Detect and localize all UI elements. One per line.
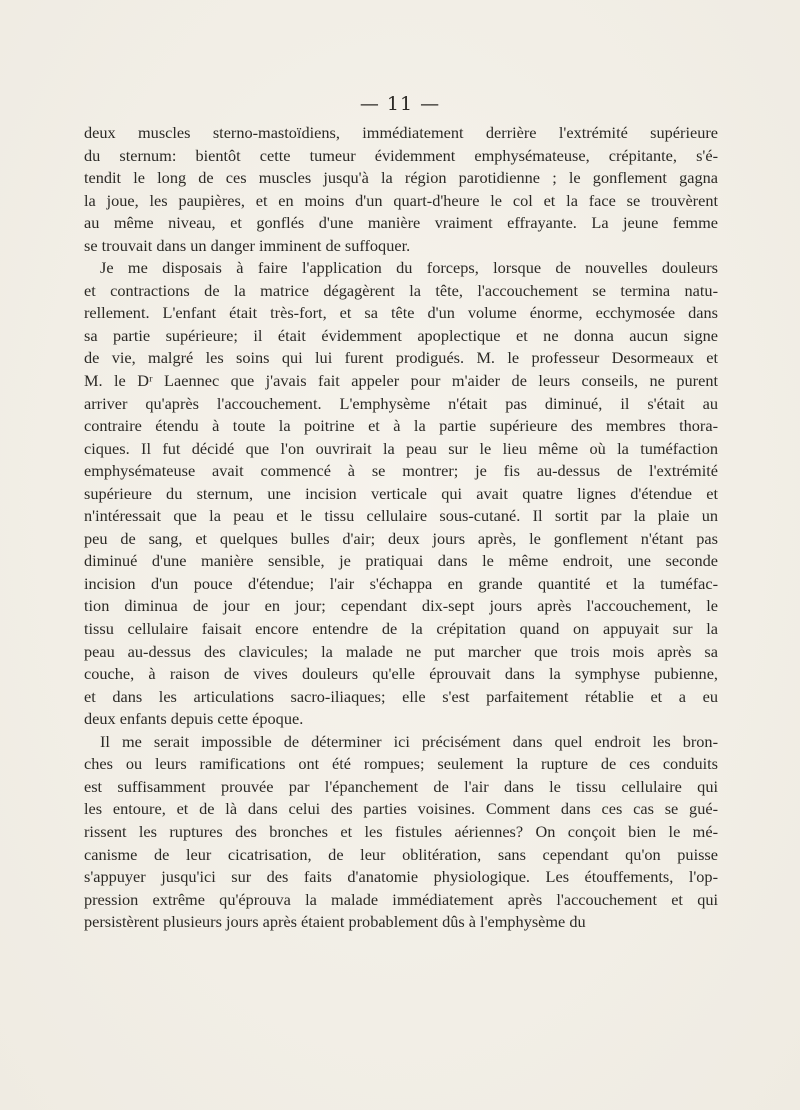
text-line: diminué d'une manière sensible, je pratiquai dans le même endroit, une seconde	[84, 551, 718, 571]
text-line: rellement. L'enfant était très-fort, et sa tête d'un volume énorme, ecchymosée dans	[84, 303, 718, 323]
body-text	[84, 122, 718, 934]
text-line: n'intéressait que la peau et le tissu cellulaire sous-cutané. Il sortit par la plaie un	[84, 506, 718, 526]
text-line: tion diminua de jour en jour; cependant dix-sept jours après l'accouchement, le	[84, 596, 718, 616]
text-line: deux enfants depuis cette époque.	[84, 709, 304, 729]
text-line: de vie, malgré les soins qui lui furent prodigués. M. le professeur Desormeaux et	[84, 348, 718, 368]
text-line: rissent les ruptures des bronches et les fistules aériennes? On conçoit bien le mé-	[84, 821, 718, 841]
text-line: tissu cellulaire faisait encore entendre de la crépitation quand on appuyait sur la	[84, 619, 718, 639]
text-line: peau au-dessus des clavicules; la malade ne put marcher que trois mois après sa	[84, 641, 718, 661]
text-line: les entoure, et de là dans celui des parties voisines. Comment dans ces cas se gué-	[84, 799, 718, 819]
text-line: arriver qu'après l'accouchement. L'emphysème n'était pas diminué, il s'était au	[84, 393, 718, 413]
text-line: persistèrent plusieurs jours après étaient probablement dûs à l'emphysème du	[84, 912, 586, 932]
text-line: se trouvait dans un danger imminent de suffoquer.	[84, 235, 411, 255]
text-line: ches ou leurs ramifications ont été rompues; seulement la rupture de ces conduits	[84, 754, 718, 774]
text-line: ciques. Il fut décidé que l'on ouvrirait la peau sur le lieu même où la tuméfaction	[84, 438, 718, 458]
text-line: est suffisamment prouvée par l'épanchement de l'air dans le tissu cellulaire qui	[84, 776, 718, 796]
text-line: emphysémateuse avait commencé à se montrer; je fis au-dessus de l'extrémité	[84, 461, 718, 481]
text-line: s'appuyer jusqu'ici sur des faits d'anatomie physiologique. Les étouffements, l'op-	[84, 867, 718, 887]
text-line: M. le Dʳ Laennec que j'avais fait appeler pour m'aider de leurs conseils, ne purent	[84, 371, 718, 391]
text-line: et dans les articulations sacro-iliaques; elle s'est parfaitement rétablie et a eu	[84, 686, 718, 706]
text-line: supérieure du sternum, une incision verticale qui avait quatre lignes d'étendue et	[84, 483, 718, 503]
text-line: tendit le long de ces muscles jusqu'à la région parotidienne ; le gonflement gagna	[84, 168, 718, 188]
text-line: Il me serait impossible de déterminer ici précisément dans quel endroit les bron-	[100, 731, 718, 751]
text-line: deux muscles sterno-mastoïdiens, immédiatement derrière l'extrémité supérieure	[84, 123, 718, 142]
page-number: — 11 —	[359, 93, 441, 115]
text-line: contraire étendu à toute la poitrine et à la partie supérieure des membres thora-	[84, 416, 718, 436]
text-line: Je me disposais à faire l'application du forceps, lorsque de nouvelles douleurs	[100, 258, 718, 278]
text-line: la joue, les paupières, et en moins d'un quart-d'heure le col et la face se trouvèrent	[84, 190, 718, 210]
text-line: canisme de leur cicatrisation, de leur oblitération, sans cependant qu'on puisse	[84, 844, 718, 864]
text-line: couche, à raison de vives douleurs qu'elle éprouvait dans la symphyse pubienne,	[84, 664, 718, 684]
text-line: sa partie supérieure; il était évidemment apoplectique et ne donna aucun signe	[84, 325, 718, 345]
text-line: au même niveau, et gonflés d'une manière vraiment effrayante. La jeune femme	[84, 213, 718, 233]
text-line: peu de sang, et quelques bulles d'air; deux jours après, le gonflement n'étant pas	[84, 528, 718, 548]
text-line: incision d'un pouce d'étendue; l'air s'échappa en grande quantité et la tuméfac-	[84, 573, 718, 593]
text-line: du sternum: bientôt cette tumeur évidemment emphysémateuse, crépitante, s'é-	[84, 145, 718, 165]
text-line: et contractions de la matrice dégagèrent la tête, l'accouchement se termina natu-	[84, 280, 718, 300]
text-line: pression extrême qu'éprouva la malade immédiatement après l'accouchement et qui	[84, 889, 718, 909]
